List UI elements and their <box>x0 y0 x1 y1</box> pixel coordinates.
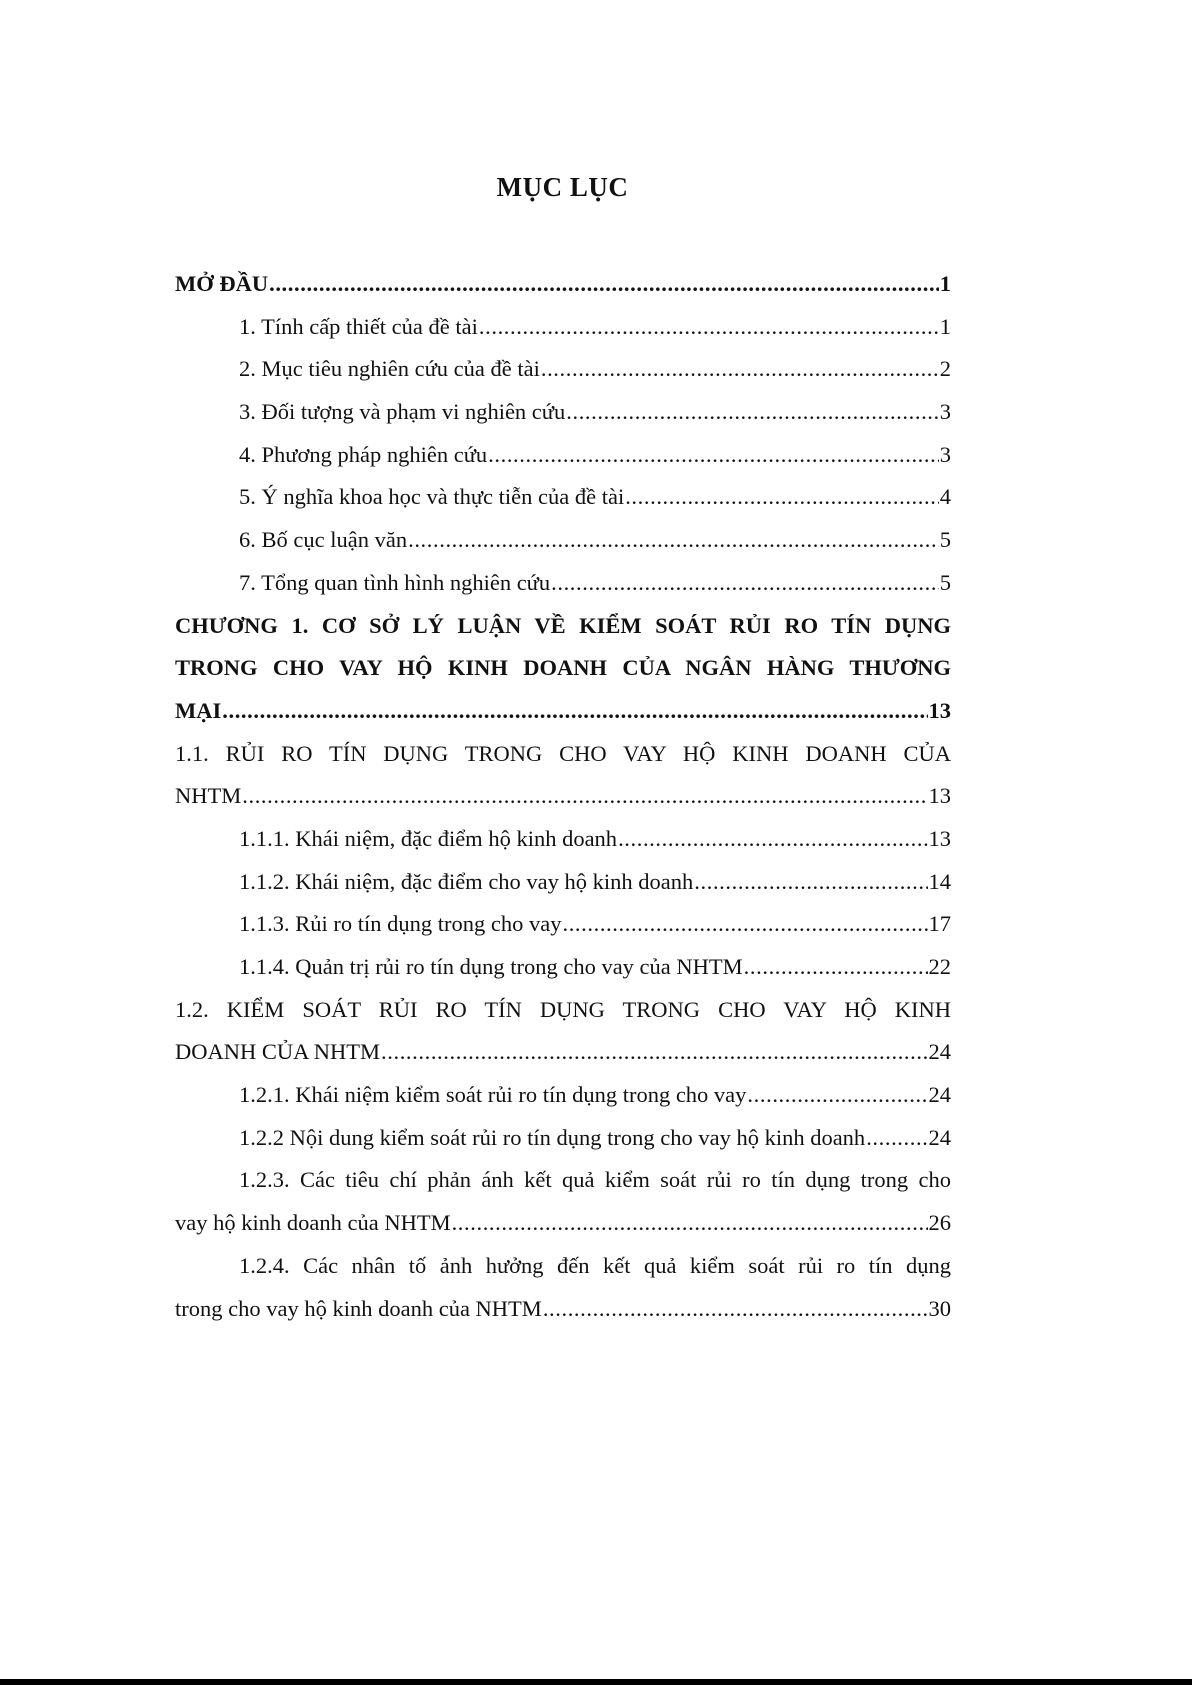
toc-entry-1-2-2[interactable] <box>175 1117 951 1160</box>
toc-entry-5[interactable] <box>175 476 951 519</box>
toc-entry-text: 1.2.2 Nội dung kiểm soát rủi ro tín dụng trong cho vay hộ kinh doanh <box>239 1124 866 1150</box>
toc-entry-last-line <box>175 1288 951 1331</box>
dot-leader <box>543 1288 928 1331</box>
toc-page-number: 5 <box>939 569 951 595</box>
dot-leader <box>625 476 939 519</box>
toc-entry-text: MỞ ĐẦU <box>175 271 269 296</box>
dot-leader <box>541 348 939 391</box>
toc-entry-1-1-3[interactable] <box>175 903 951 946</box>
toc-entry-text-line: 1.1. RỦI RO TÍN DỤNG TRONG CHO VAY HỘ KINH DOANH CỦA <box>175 740 951 766</box>
toc-page-number: 13 <box>928 825 951 851</box>
toc-entry-text: 2. Mục tiêu nghiên cứu của đề tài <box>239 356 540 382</box>
toc-entry-text: 5. Ý nghĩa khoa học và thực tiễn của đề tài <box>239 484 625 510</box>
toc-entry-last-line <box>175 690 951 733</box>
toc-entry-1-2-3[interactable] <box>175 1159 951 1244</box>
toc-entry-text: 7. Tổng quan tình hình nghiên cứu <box>239 569 551 595</box>
dot-leader <box>562 903 927 946</box>
toc-entry-text-line: TRONG CHO VAY HỘ KINH DOANH CỦA NGÂN HÀNG THƯƠNG <box>175 655 951 681</box>
dot-leader <box>488 434 939 477</box>
toc-page-number: 22 <box>928 954 951 979</box>
dot-leader <box>479 306 939 349</box>
toc-entry-text: 4. Phương pháp nghiên cứu <box>239 441 488 467</box>
toc-entry-last-line <box>175 1031 951 1074</box>
dot-leader <box>866 1117 927 1160</box>
dot-leader <box>747 1074 927 1117</box>
toc-entry-2[interactable] <box>175 348 951 391</box>
dot-leader <box>566 391 939 434</box>
toc-entry-text: vay hộ kinh doanh của NHTM <box>175 1210 451 1236</box>
toc-entry-text-line: 1.2.4. Các nhân tố ảnh hưởng đến kết quả kiểm soát rủi ro tín dụng <box>239 1252 951 1278</box>
dot-leader <box>222 690 927 733</box>
toc-page-number: 13 <box>928 783 951 809</box>
toc-entry-3[interactable] <box>175 391 951 434</box>
toc-entry-last-line <box>175 775 951 818</box>
dot-leader <box>242 775 927 818</box>
toc-page-number: 17 <box>928 911 951 937</box>
page-title: MỤC LỤC <box>496 172 629 202</box>
toc-entry-text: 1.2.1. Khái niệm kiểm soát rủi ro tín dụng trong cho vay <box>239 1082 747 1108</box>
toc-page-number: 30 <box>928 1295 951 1321</box>
toc-entry-text-line: 1.2.3. Các tiêu chí phản ánh kết quả kiểm soát rủi ro tín dụng trong cho <box>239 1167 951 1193</box>
toc-page-number: 13 <box>928 697 951 723</box>
dot-leader <box>381 1031 927 1074</box>
toc-page-number: 4 <box>939 484 951 510</box>
toc-page-number: 1 <box>939 271 951 296</box>
toc-page-number: 24 <box>928 1124 951 1150</box>
toc-entry-text: 6. Bố cục luận văn <box>239 527 408 553</box>
toc-entry-1[interactable] <box>175 306 951 349</box>
toc-entry-text: 1.1.1. Khái niệm, đặc điểm hộ kinh doanh <box>239 825 618 851</box>
dot-leader <box>618 818 927 861</box>
dot-leader <box>452 1202 928 1245</box>
toc-page-number: 2 <box>939 356 951 382</box>
bottom-border <box>0 1679 1192 1685</box>
toc-entry-chapter-1[interactable] <box>175 605 951 733</box>
toc-entry-text: MẠI <box>175 697 222 723</box>
dot-leader <box>744 946 928 989</box>
dot-leader <box>551 562 939 605</box>
toc-entry-1-1-2[interactable] <box>175 861 951 904</box>
dot-leader <box>269 263 939 306</box>
toc-entry-1-2-1[interactable] <box>175 1074 951 1117</box>
toc-entry-text: NHTM <box>175 783 242 809</box>
toc-entry-1-2[interactable] <box>175 989 951 1074</box>
toc-page-number: 24 <box>928 1039 951 1065</box>
toc-entry-text-line: 1.2. KIỂM SOÁT RỦI RO TÍN DỤNG TRONG CHO VAY HỘ KINH <box>175 996 951 1022</box>
toc-page-number: 1 <box>939 313 951 339</box>
dot-leader <box>408 519 939 562</box>
toc-page-number: 26 <box>928 1210 951 1236</box>
toc-entry-7[interactable] <box>175 562 951 605</box>
toc-page-number: 3 <box>939 399 951 425</box>
toc-entry-last-line <box>175 1202 951 1245</box>
toc-entry-1-2-4[interactable] <box>175 1245 951 1330</box>
toc-entry-text: 1.1.2. Khái niệm, đặc điểm cho vay hộ kinh doanh <box>239 868 694 894</box>
toc-entry-1-1-4[interactable] <box>175 946 951 989</box>
toc-page-number: 24 <box>928 1082 951 1108</box>
toc-page-number: 3 <box>939 441 951 467</box>
dot-leader <box>694 861 927 904</box>
toc-entry-text: 1.1.4. Quản trị rủi ro tín dụng trong cho vay của NHTM <box>239 954 743 979</box>
toc-entry-text: DOANH CỦA NHTM <box>175 1039 381 1065</box>
toc-entry-text: trong cho vay hộ kinh doanh của NHTM <box>175 1295 542 1321</box>
toc-entry-text-line: CHƯƠNG 1. CƠ SỞ LÝ LUẬN VỀ KIỂM SOÁT RỦI RO TÍN DỤNG <box>175 612 951 638</box>
toc-entry-4[interactable] <box>175 434 951 477</box>
toc-entry-6[interactable] <box>175 519 951 562</box>
toc-entry-text: 3. Đối tượng và phạm vi nghiên cứu <box>239 399 566 425</box>
table-of-contents <box>175 263 951 1330</box>
toc-entry-introduction[interactable] <box>175 263 951 306</box>
toc-page-number: 5 <box>939 527 951 553</box>
toc-page-number: 14 <box>928 868 951 894</box>
toc-entry-text: 1.1.3. Rủi ro tín dụng trong cho vay <box>239 911 562 937</box>
toc-entry-text: 1. Tính cấp thiết của đề tài <box>239 313 478 339</box>
toc-entry-1-1-1[interactable] <box>175 818 951 861</box>
toc-entry-1-1[interactable] <box>175 733 951 818</box>
